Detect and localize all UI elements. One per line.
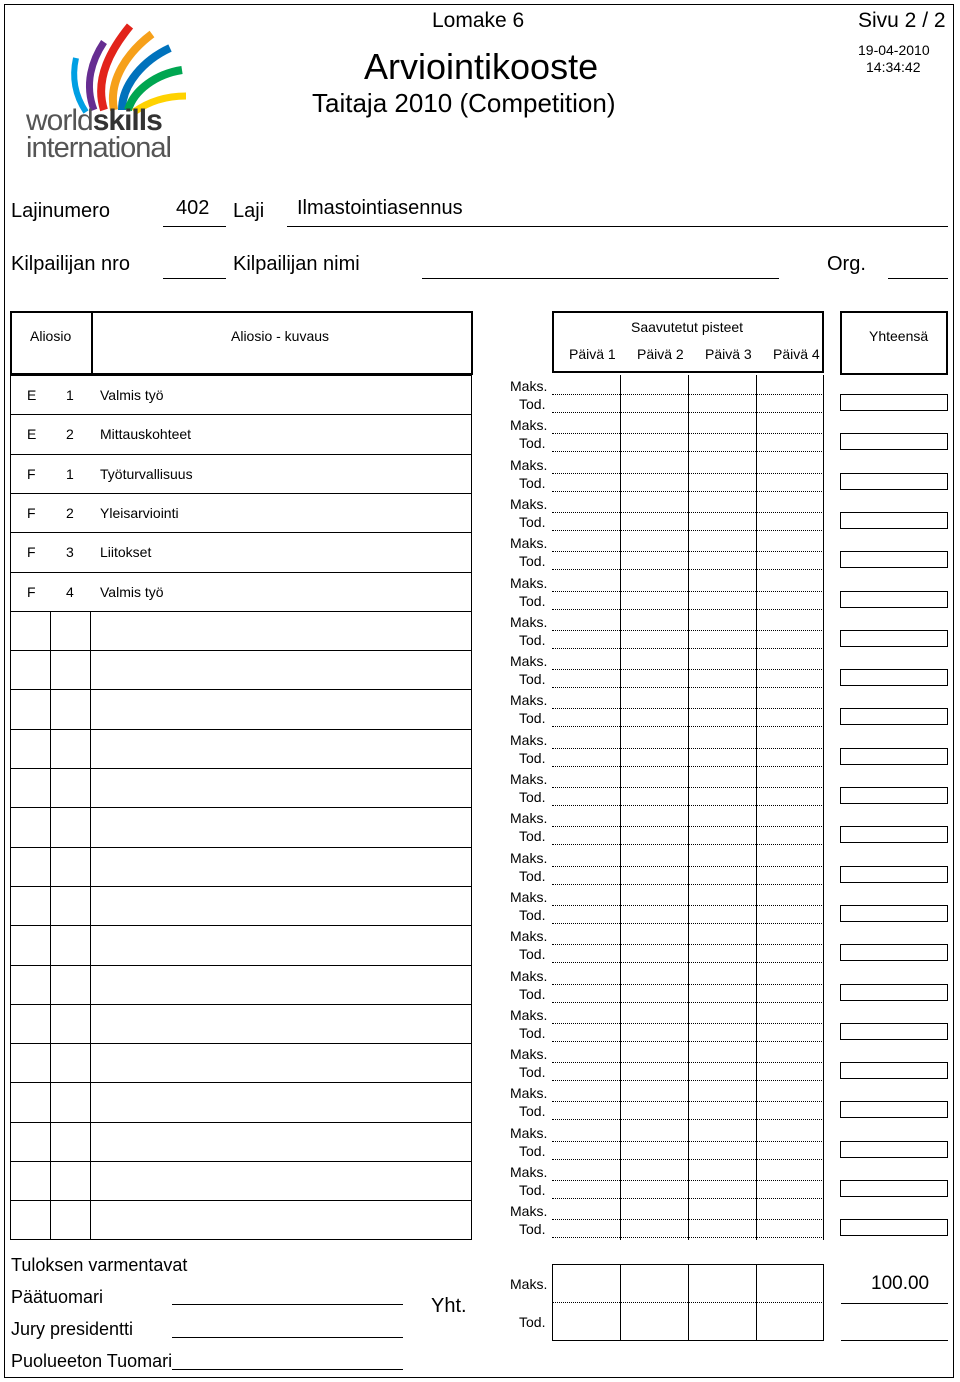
total-max-value: 100.00 (871, 1273, 930, 1294)
row-number: 3 (66, 544, 74, 561)
table-row-divider (10, 847, 472, 848)
tod-dotted-line (552, 1237, 824, 1238)
tod-dotted-line (552, 805, 824, 806)
kilpailijan-nro-field[interactable] (163, 278, 226, 279)
maks-dotted-line (552, 708, 824, 709)
tod-label: Tod. (519, 474, 546, 491)
table-row-divider (10, 1043, 472, 1044)
row-total-field[interactable] (840, 708, 948, 725)
page-subtitle: Taitaja 2010 (Competition) (312, 88, 616, 118)
row-total-field[interactable] (840, 551, 948, 568)
table-row-divider (10, 965, 472, 966)
tod-dotted-line (552, 1080, 824, 1081)
row-letter: F (27, 583, 36, 600)
worldskills-emblem-icon (24, 18, 194, 118)
maks-dotted-line (552, 630, 824, 631)
row-total-field[interactable] (840, 1101, 948, 1118)
day-column-divider-1 (620, 375, 621, 1240)
table-row-divider (10, 1082, 472, 1083)
jury-signature-field[interactable] (172, 1337, 403, 1338)
total-max-underline (841, 1303, 948, 1304)
maks-dotted-line (552, 1101, 824, 1102)
maks-dotted-line (552, 551, 824, 552)
tod-label: Tod. (519, 828, 546, 845)
print-time: 14:34:42 (866, 59, 921, 75)
row-total-field[interactable] (840, 669, 948, 686)
table-row-divider (10, 729, 472, 730)
maks-dotted-line (552, 984, 824, 985)
day-column-divider-3 (756, 375, 757, 1240)
maks-dotted-line (552, 866, 824, 867)
jury-label: Jury presidentti (11, 1319, 134, 1339)
row-total-field[interactable] (840, 1219, 948, 1236)
laji-label: Laji (233, 200, 265, 222)
puolueeton-signature-field[interactable] (172, 1369, 403, 1370)
maks-label: Maks. (510, 456, 548, 473)
maks-label: Maks. (510, 495, 548, 512)
maks-dotted-line (552, 433, 824, 434)
maks-label: Maks. (510, 731, 548, 748)
lajinumero-value: 402 (176, 197, 210, 219)
maks-dotted-line (552, 473, 824, 474)
col-aliosio: Aliosio (30, 328, 72, 344)
tod-label: Tod. (519, 631, 546, 648)
row-description: Valmis työ (100, 387, 164, 403)
col-saavutetut: Saavutetut pisteet (631, 319, 744, 335)
maks-dotted-line (552, 394, 824, 395)
tod-dotted-line (552, 569, 824, 570)
table-row-divider (10, 650, 472, 651)
table-row-divider (10, 1161, 472, 1162)
maks-dotted-line (552, 748, 824, 749)
tod-label: Tod. (519, 1221, 546, 1238)
row-total-field[interactable] (840, 630, 948, 647)
laji-value: Ilmastointiasennus (297, 197, 463, 219)
table-row-divider (10, 572, 472, 573)
tod-dotted-line (552, 766, 824, 767)
maks-label: Maks. (510, 928, 548, 945)
maks-label: Maks. (510, 1006, 548, 1023)
row-total-field[interactable] (840, 1023, 948, 1040)
row-total-field[interactable] (840, 944, 948, 961)
kilpailijan-nimi-label: Kilpailijan nimi (233, 253, 360, 275)
maks-dotted-line (552, 826, 824, 827)
row-total-field[interactable] (840, 748, 948, 765)
row-total-field[interactable] (840, 433, 948, 450)
tod-label: Tod. (519, 592, 546, 609)
logo-word-international: international (26, 132, 171, 164)
footer-maks-label: Maks. (510, 1276, 548, 1292)
tod-dotted-line (552, 451, 824, 452)
tod-label: Tod. (519, 396, 546, 412)
row-total-field[interactable] (840, 473, 948, 490)
maks-label: Maks. (510, 1164, 548, 1180)
table-row-divider (10, 493, 472, 494)
table-row-divider (10, 807, 472, 808)
tod-label: Tod. (519, 867, 546, 884)
table-row-divider (10, 454, 472, 455)
print-date: 19-04-2010 (858, 42, 930, 58)
tod-dotted-line (552, 1119, 824, 1120)
row-letter: F (27, 504, 36, 521)
tod-label: Tod. (519, 1024, 546, 1041)
table-row-divider (10, 768, 472, 769)
row-number: 1 (66, 387, 74, 403)
org-field[interactable] (888, 278, 948, 279)
table-row-divider (10, 1004, 472, 1005)
table-row-divider (10, 689, 472, 690)
paatuomari-signature-field[interactable] (172, 1304, 403, 1305)
tod-label: Tod. (519, 1182, 546, 1198)
maks-label: Maks. (510, 771, 548, 787)
maks-dotted-line (552, 591, 824, 592)
row-letter: E (27, 426, 37, 443)
tod-label: Tod. (519, 671, 546, 688)
tod-dotted-line (552, 648, 824, 649)
row-total-field[interactable] (840, 984, 948, 1001)
row-total-field[interactable] (840, 394, 948, 411)
maks-label: Maks. (510, 967, 548, 984)
maks-label: Maks. (510, 1046, 548, 1063)
maks-label: Maks. (510, 417, 548, 434)
logo-word-world: world (26, 104, 93, 137)
page-title: Arviointikooste (364, 46, 599, 87)
row-number: 4 (66, 583, 74, 600)
row-total-field[interactable] (840, 1062, 948, 1079)
verify-title: Tuloksen varmentavat (11, 1255, 188, 1275)
row-description: Valmis työ (100, 583, 164, 600)
maks-label: Maks. (510, 574, 548, 591)
paatuomari-label: Päätuomari (11, 1287, 104, 1307)
row-description: Mittauskohteet (100, 426, 192, 443)
org-label: Org. (827, 253, 866, 275)
row-description: Työturvallisuus (100, 465, 193, 482)
maks-dotted-line (552, 1219, 824, 1220)
lajinumero-underline (163, 226, 226, 227)
maks-label: Maks. (510, 613, 548, 630)
maks-label: Maks. (510, 1124, 548, 1141)
kilpailijan-nro-label: Kilpailijan nro (11, 253, 130, 275)
row-total-field[interactable] (840, 866, 948, 883)
tod-label: Tod. (519, 789, 546, 805)
tod-dotted-line (552, 609, 824, 610)
tod-dotted-line (552, 491, 824, 492)
tod-label: Tod. (519, 513, 546, 530)
col-day-3: Päivä 3 (705, 346, 752, 362)
day-column-divider-4 (823, 375, 824, 1240)
row-letter: E (27, 387, 37, 403)
row-total-field[interactable] (840, 591, 948, 608)
footer-dotted-divider (552, 1302, 824, 1303)
maks-label: Maks. (510, 692, 548, 709)
form-number: Lomake 6 (432, 9, 525, 32)
tod-dotted-line (552, 1041, 824, 1042)
laji-underline (287, 226, 948, 227)
tod-label: Tod. (519, 906, 546, 923)
table-row-divider (10, 414, 472, 415)
maks-dotted-line (552, 787, 824, 788)
row-total-field[interactable] (840, 512, 948, 529)
maks-dotted-line (552, 669, 824, 670)
table-row-divider (10, 611, 472, 612)
tod-label: Tod. (519, 985, 546, 1002)
worldskills-logo (24, 18, 194, 166)
row-total-field[interactable] (840, 787, 948, 804)
maks-label: Maks. (510, 888, 548, 905)
table-header-divider (91, 311, 93, 375)
table-row-divider (10, 925, 472, 926)
maks-dotted-line (552, 512, 824, 513)
table-row-divider (10, 1200, 472, 1201)
col-yhteensa: Yhteensä (869, 328, 929, 344)
logo-word-skills: skills (92, 104, 162, 137)
kilpailijan-nimi-field[interactable] (422, 278, 779, 279)
tod-label: Tod. (519, 1142, 546, 1159)
col-kuvaus: Aliosio - kuvaus (231, 328, 330, 344)
lajinumero-label: Lajinumero (11, 200, 110, 222)
footer-tod-label: Tod. (519, 1314, 546, 1330)
tod-dotted-line (552, 1002, 824, 1003)
maks-dotted-line (552, 905, 824, 906)
maks-label: Maks. (510, 810, 548, 827)
row-description: Yleisarviointi (100, 504, 179, 521)
tod-label: Tod. (519, 749, 546, 766)
col-day-4: Päivä 4 (773, 346, 820, 362)
maks-label: Maks. (510, 378, 548, 394)
tod-dotted-line (552, 923, 824, 924)
tod-label: Tod. (519, 946, 546, 963)
col-day-1: Päivä 1 (569, 346, 616, 362)
row-letter: F (27, 544, 36, 561)
maks-dotted-line (552, 944, 824, 945)
tod-dotted-line (552, 1159, 824, 1160)
tod-dotted-line (552, 962, 824, 963)
row-total-field[interactable] (840, 1180, 948, 1197)
tod-dotted-line (552, 1198, 824, 1199)
row-number: 1 (66, 465, 74, 482)
tod-dotted-line (552, 884, 824, 885)
tod-dotted-line (552, 844, 824, 845)
maks-label: Maks. (510, 535, 548, 552)
tod-dotted-line (552, 687, 824, 688)
row-total-field[interactable] (840, 1141, 948, 1158)
row-total-field[interactable] (840, 826, 948, 843)
tod-dotted-line (552, 412, 824, 413)
col-day-2: Päivä 2 (637, 346, 684, 362)
maks-label: Maks. (510, 1203, 548, 1220)
tod-label: Tod. (519, 553, 546, 570)
maks-dotted-line (552, 1023, 824, 1024)
row-total-field[interactable] (840, 905, 948, 922)
maks-dotted-line (552, 1062, 824, 1063)
tod-dotted-line (552, 530, 824, 531)
row-description: Liitokset (100, 544, 152, 561)
tod-label: Tod. (519, 710, 546, 727)
total-tod-field[interactable] (841, 1340, 948, 1341)
tod-label: Tod. (519, 1064, 546, 1081)
puolueeton-label: Puolueeton Tuomari (11, 1351, 173, 1371)
maks-label: Maks. (510, 1085, 548, 1102)
table-row-divider (10, 532, 472, 533)
page-number: Sivu 2 / 2 (858, 9, 946, 32)
maks-dotted-line (552, 1141, 824, 1142)
maks-dotted-line (552, 1180, 824, 1181)
tod-label: Tod. (519, 1103, 546, 1120)
table-row-divider (10, 886, 472, 887)
row-letter: F (27, 465, 36, 482)
yht-label: Yht. (431, 1295, 467, 1317)
tod-label: Tod. (519, 435, 546, 452)
maks-label: Maks. (510, 653, 548, 670)
table-row-divider (10, 1122, 472, 1123)
tod-dotted-line (552, 726, 824, 727)
row-number: 2 (66, 504, 74, 521)
day-column-divider-2 (688, 375, 689, 1240)
maks-label: Maks. (510, 849, 548, 866)
row-number: 2 (66, 426, 74, 443)
